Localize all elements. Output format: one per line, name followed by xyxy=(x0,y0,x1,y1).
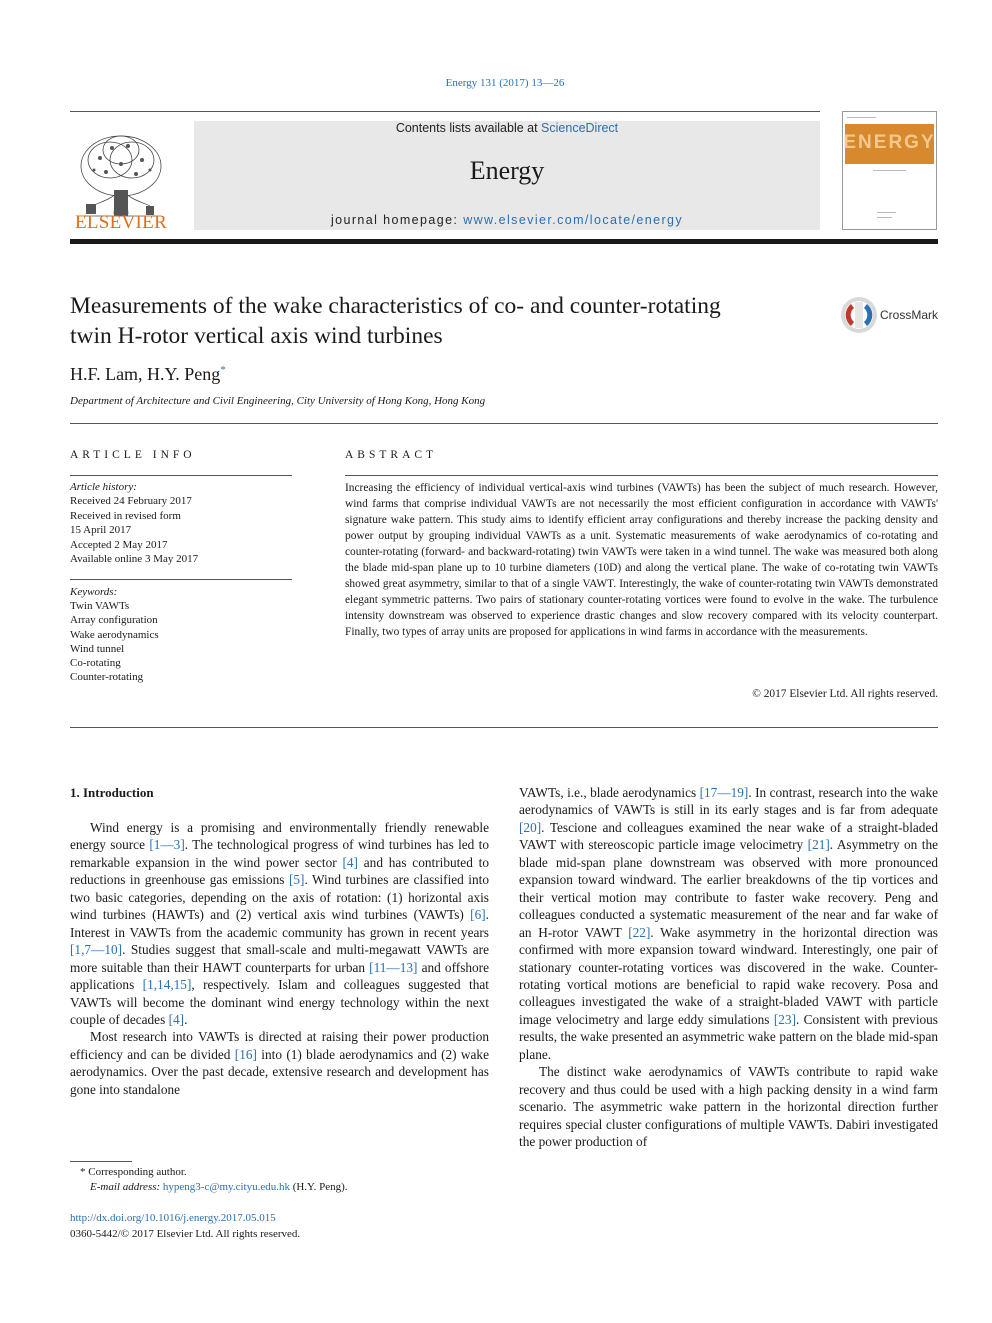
history-label: Article history: xyxy=(70,481,137,493)
citation-link[interactable]: [5] xyxy=(288,872,305,888)
corresponding-author-note xyxy=(70,1165,348,1180)
keyword-item: Co-rotating xyxy=(70,657,121,670)
article-info-rule xyxy=(70,475,292,476)
history-item: Available online 3 May 2017 xyxy=(70,553,199,566)
cover-rule xyxy=(873,170,906,171)
header-top-rule xyxy=(70,111,820,112)
keyword-item: Array configuration xyxy=(70,614,158,627)
article-info-heading: ARTICLE INFO xyxy=(70,449,196,461)
corresponding-author-mark[interactable]: * xyxy=(220,364,226,376)
abstract-heading: ABSTRACT xyxy=(345,449,438,461)
citation-link[interactable]: [4] xyxy=(168,1011,185,1027)
keyword-item: Twin VAWTs xyxy=(70,600,130,613)
keywords-label: Keywords: xyxy=(70,586,118,598)
header-bottom-rule xyxy=(70,239,938,244)
homepage-link[interactable]: www.elsevier.com/locate/energy xyxy=(463,213,684,227)
text-run: . Asymmetry on the blade mid-span plane downstream was observed with more pronounced expansion toward windward. The earlier breakdowns of the tip vortices and their vertical motion may contribute to faster wake recovery. Peng and colleagues conducted a systematic measurement of the near and far wake of an H-rotor VAWT xyxy=(519,837,938,940)
author-names: H.F. Lam, H.Y. Peng xyxy=(70,364,221,384)
text-run: . The technological progress of wind turbines has led to remarkable expansion in the wind power sector xyxy=(70,837,489,870)
citation-link[interactable]: [1,14,15] xyxy=(142,977,192,993)
text-run: . Interest in VAWTs from the academic community has grown in recent years xyxy=(70,907,489,940)
journal-citation[interactable]: Energy 131 (2017) 13—26 xyxy=(445,77,565,89)
crossmark-icon[interactable] xyxy=(840,296,878,334)
text-run: Most research into VAWTs is directed at raising their power production efficiency and can be divided xyxy=(70,1029,489,1062)
email-suffix: (H.Y. Peng). xyxy=(289,1181,348,1193)
text-run: . In contrast, research into the wake aerodynamics of VAWTs is still in its early stages and is far from adequate xyxy=(519,785,938,818)
section-rule xyxy=(70,423,938,424)
text-run: and has contributed to reductions in greenhouse gas emissions xyxy=(70,854,490,888)
text-run: . Consistent with previous results, the wake presented an asymmetric wake pattern on the blade mid-span plane. xyxy=(519,1011,938,1062)
email-label: E-mail address: xyxy=(90,1181,163,1193)
citation-link[interactable]: [11—13] xyxy=(369,959,418,975)
abstract-rule xyxy=(345,475,938,476)
journal-cover-thumbnail[interactable] xyxy=(842,111,937,230)
history-item: 15 April 2017 xyxy=(70,524,132,537)
text-run: . Wake asymmetry in the horizontal direction was confirmed with more expansion toward windward. Interestingly, one pair of stationary counter-rotating vortices was discovered in the wake. Counter-rotating vortical motions are beneficial to rapid wake recovery. Posa and colleagues investigated the wake of a straight-bladed VAWT with particle image velocimetry and large eddy simulations xyxy=(519,924,938,1027)
article-history xyxy=(70,480,198,566)
keywords xyxy=(70,585,159,684)
footnote-text: Corresponding author. xyxy=(85,1166,187,1178)
contents-prefix: Contents lists available at xyxy=(395,121,542,135)
keyword-item: Wind tunnel xyxy=(70,642,125,655)
title-line: Measurements of the wake characteristics of co- and counter-rotating xyxy=(70,293,721,319)
history-item: Received 24 February 2017 xyxy=(70,495,192,508)
homepage-prefix: journal homepage: xyxy=(330,213,464,227)
cover-rule xyxy=(877,212,896,213)
text-run: Wind energy is a promising and environmentally friendly renewable energy source xyxy=(70,820,489,853)
text-run: . xyxy=(184,1011,188,1027)
elsevier-wordmark: ELSEVIER xyxy=(74,212,168,233)
paragraph xyxy=(70,1028,489,1098)
citation-link[interactable]: [6] xyxy=(470,907,486,923)
history-item: Received in revised form xyxy=(70,509,181,522)
footnote-rule xyxy=(70,1161,132,1162)
keyword-item: Counter-rotating xyxy=(70,671,144,684)
body-column-left xyxy=(70,819,489,1098)
body-column-right xyxy=(519,784,938,1151)
cover-title: ENERGY xyxy=(843,132,936,153)
citation-link[interactable]: [1,7—10] xyxy=(70,942,123,958)
citation-link[interactable]: [22] xyxy=(628,924,651,940)
paragraph: The distinct wake aerodynamics of VAWTs contribute to rapid wake recovery and thus could be used with a high packing density in a wind farm scenario. The asymmetric wake pattern in the horizontal direction further requires special cluster configurations of multiple VAWTs. Dabiri investigated the power production of xyxy=(519,1064,938,1150)
title-line: twin H-rotor vertical axis wind turbines xyxy=(70,323,443,349)
article-title xyxy=(70,291,830,351)
keyword-item: Wake aerodynamics xyxy=(70,628,159,641)
contents-availability xyxy=(194,121,820,135)
crossmark-label[interactable]: CrossMark xyxy=(880,308,939,322)
email-note xyxy=(70,1180,348,1195)
authors xyxy=(70,364,226,385)
journal-name: Energy xyxy=(469,156,545,185)
citation-link[interactable]: [23] xyxy=(773,1011,796,1027)
cover-rule xyxy=(877,217,892,218)
text-run: . Studies suggest that small-scale and multi-megawatt VAWTs are more suitable than their HAWT counterparts for urban xyxy=(70,942,489,975)
issn-line: 0360-5442/© 2017 Elsevier Ltd. All rights reserved. xyxy=(70,1227,301,1240)
text-run: and offshore applications xyxy=(70,959,489,993)
text-run: VAWTs, i.e., blade aerodynamics xyxy=(519,785,700,800)
history-item: Accepted 2 May 2017 xyxy=(70,538,168,551)
section-heading: 1. Introduction xyxy=(70,785,154,800)
abstract-text: Increasing the efficiency of individual vertical-axis wind turbines (VAWTs) has been the subject of much research. However, wind farms that comprise individual VAWTs are not necessarily the most efficient configuration in accordance with VAWTs' signature wake pattern. This study aims to identify efficient array configurations and thereby increase the packing density and power output by grouping individual VAWTs as a unit. Systematic measurements of wake aerodynamics of co-rotating and counter-rotating (forward- and backward-rotating) twin VAWTs were taken in a wind tunnel. The wake was measured both along the blade mid-span plane up to 10 turbine diameters (10D) and along the vertical plane. The wake of co-rotating twin VAWTs showed great asymmetry, similar to that of a single VAWT. Interestingly, the wake of counter-rotating twin VAWTs demonstrated elegant symmetric patterns. Two pairs of stationary counter-rotating vortices were found to evolve in the wake. The turbulence intensity downstream was observed to experience drastic changes and slow recovery compared with its velocity counterpart. Finally, two types of array units are proposed for applications in wind farms in accordance with the measurements. xyxy=(345,482,938,638)
text-run: , respectively. Islam and colleagues suggested that VAWTs will become the dominant wind energy technology within the next couple of decades xyxy=(70,977,489,1027)
citation-link[interactable]: [21] xyxy=(807,837,830,853)
text-run: . Tescione and colleagues examined the near wake of a straight-bladed VAWT with stereoscopic particle image velocimetry xyxy=(519,819,938,853)
citation-link[interactable]: [1—3] xyxy=(149,837,185,853)
citation-link[interactable]: [20] xyxy=(519,819,542,835)
doi-block xyxy=(70,1211,300,1242)
text-run: into (1) blade aerodynamics and (2) wake aerodynamics. Over the past decade, extensive research and development has gone into standalone xyxy=(70,1046,489,1097)
citation-link[interactable]: [16] xyxy=(234,1046,257,1062)
email-link[interactable]: hypeng3-c@my.cityu.edu.hk xyxy=(162,1181,290,1193)
journal-homepage xyxy=(194,213,820,227)
paragraph xyxy=(519,784,938,1063)
keywords-rule xyxy=(70,579,292,580)
footnote xyxy=(70,1165,348,1195)
citation-link[interactable]: [17—19] xyxy=(699,785,749,800)
abstract-copyright: © 2017 Elsevier Ltd. All rights reserved. xyxy=(752,688,938,700)
sciencedirect-link[interactable]: ScienceDirect xyxy=(541,121,619,135)
affiliation: Department of Architecture and Civil Engineering, City University of Hong Kong, Hong Kong xyxy=(70,395,486,407)
cover-rule xyxy=(847,117,876,118)
doi-link[interactable]: http://dx.doi.org/10.1016/j.energy.2017.05.015 xyxy=(70,1212,276,1224)
footnote-mark: * xyxy=(80,1166,86,1178)
text-run: . Wind turbines are classified into two basic categories, depending on the axis of rotation: (1) horizontal axis wind turbines (HAWTs) and (2) vertical axis wind turbines (VAWTs) xyxy=(70,872,489,923)
section-rule xyxy=(70,727,938,728)
paragraph xyxy=(70,819,489,1028)
citation-link[interactable]: [4] xyxy=(342,854,358,870)
